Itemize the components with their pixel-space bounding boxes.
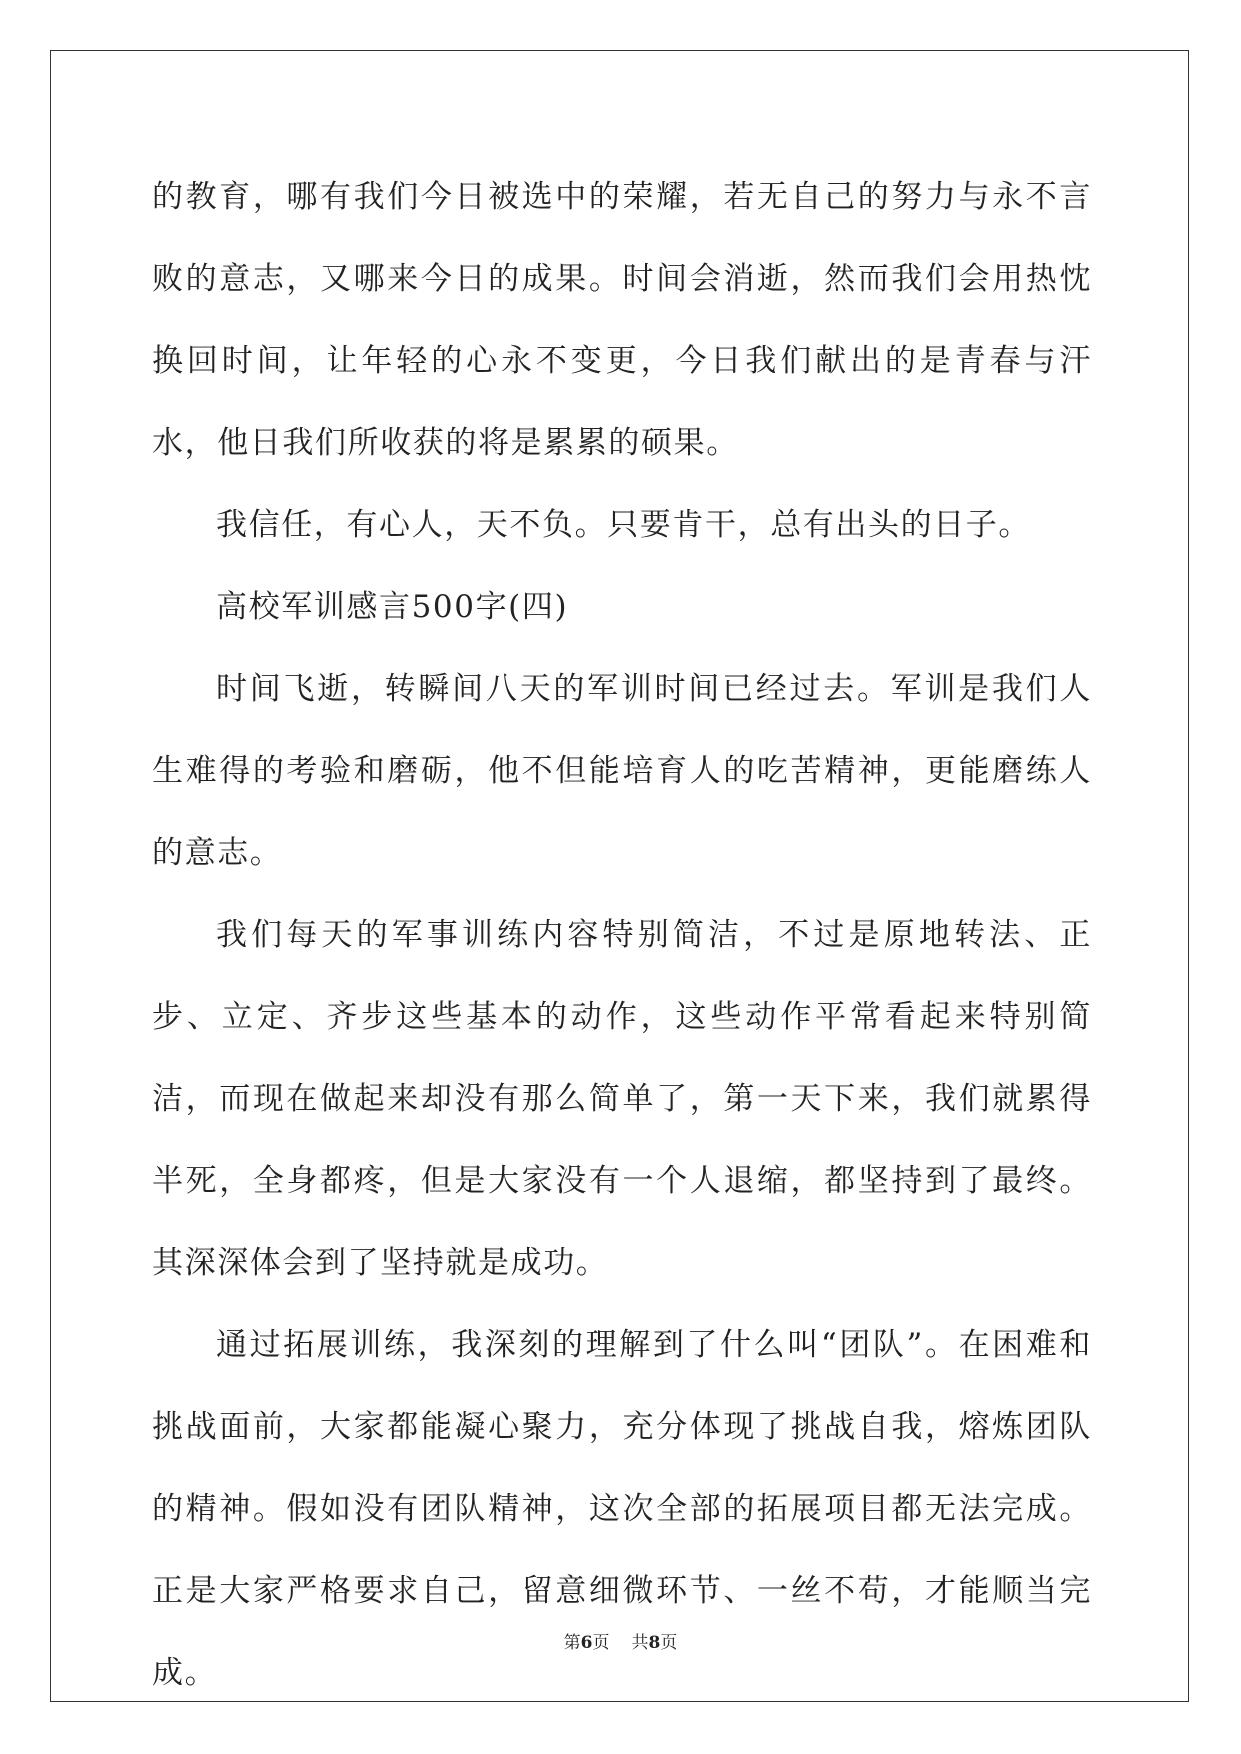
section-heading: 高校军训感言500字(四) xyxy=(216,589,569,625)
paragraph-1: 的教育，哪有我们今日被选中的荣耀，若无自己的努力与永不言败的意志，又哪来今日的成果。时间会消逝，然而我们会用热忱换回时间，让年轻的心永不变更，今日我们献出的是青春与汗水，他日我们所收获的将是累累的硕果。 xyxy=(152,179,1092,461)
page-suffix: 页 xyxy=(592,1633,610,1653)
paragraph-3: 时间飞逝，转瞬间八天的军训时间已经过去。军训是我们人生难得的考验和磨砺，他不但能培育人的吃苦精神，更能磨练人的意志。 xyxy=(152,671,1092,871)
document-body xyxy=(152,156,1092,1714)
paragraph-2: 我信任，有心人，天不负。只要肯干，总有出头的日子。 xyxy=(216,507,1031,543)
total-suffix: 页 xyxy=(660,1633,678,1653)
total-page-count: 8 xyxy=(648,1633,661,1653)
paragraph-5: 通过拓展训练，我深刻的理解到了什么叫“团队”。在困难和挑战面前，大家都能凝心聚力，充分体现了挑战自我，熔炼团队的精神。假如没有团队精神，这次全部的拓展项目都无法完成。正是大家严格要求自己，留意细微环节、一丝不苟，才能顺当完成。 xyxy=(152,1327,1092,1691)
current-page-number: 6 xyxy=(580,1633,593,1653)
page-footer xyxy=(0,1628,1241,1653)
paragraph-4: 我们每天的军事训练内容特别简洁，不过是原地转法、正步、立定、齐步这些基本的动作，这些动作平常看起来特别简洁，而现在做起来却没有那么简单了，第一天下来，我们就累得半死，全身都疼，但是大家没有一个人退缩，都坚持到了最终。其深深体会到了坚持就是成功。 xyxy=(152,917,1092,1281)
page-prefix: 第 xyxy=(563,1633,581,1653)
total-prefix: 共 xyxy=(631,1633,649,1653)
